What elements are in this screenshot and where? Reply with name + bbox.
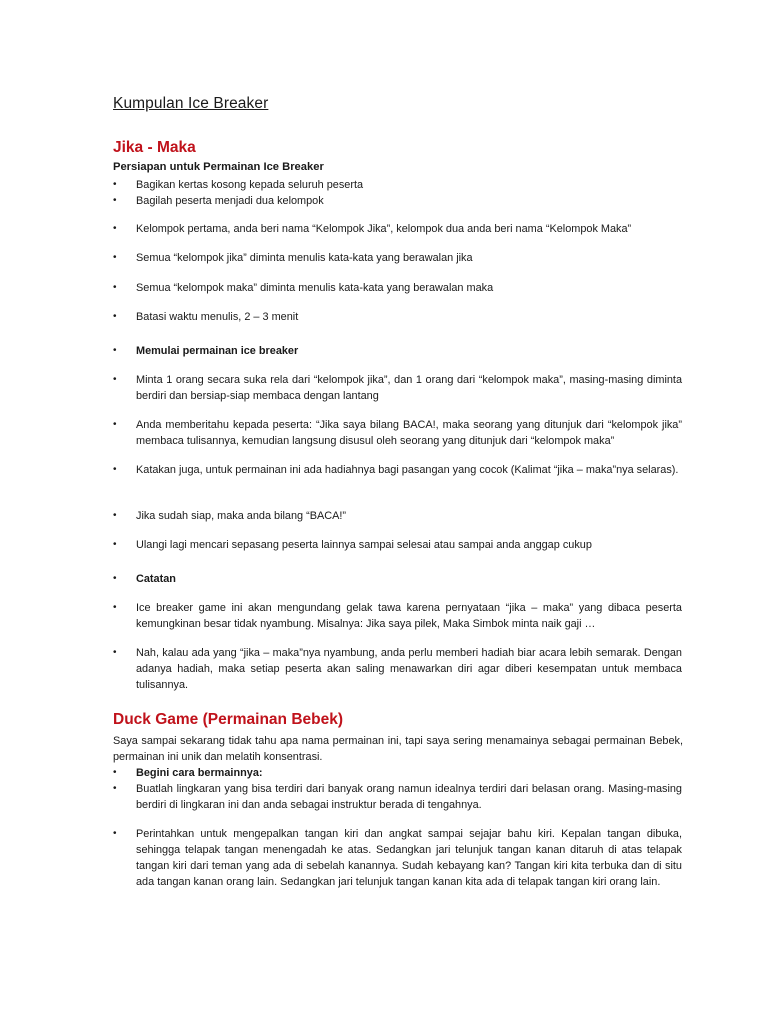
bullet-icon: • (113, 179, 117, 190)
section-heading-jika-maka: Jika - Maka (113, 139, 196, 156)
list-item-text: Ice breaker game ini akan mengundang gelak tawa karena pernyataan “jika – maka” yang dibaca peserta kemungkinan besar tidak nyambung. Misalnya: Jika saya pilek, Maka Simbok minta naik gaji … (136, 602, 682, 630)
bullet-icon: • (113, 282, 117, 293)
list-item-text: Jika sudah siap, maka anda bilang “BACA!” (136, 510, 347, 522)
list-item-text: Catatan (136, 573, 176, 585)
list-item-text: Nah, kalau ada yang “jika – maka”nya nyambung, anda perlu memberi hadiah biar acara lebih semarak. Dengan adanya hadiah, maka setiap peserta akan saling menawarkan diri agar diberi kesempatan untuk membaca tulisannya. (136, 647, 682, 691)
bullet-icon: • (113, 647, 117, 658)
section-subheading: Persiapan untuk Permainan Ice Breaker (113, 161, 324, 173)
section-intro: Saya sampai sekarang tidak tahu apa nama permainan ini, tapi saya sering menamainya sebagai permainan Bebek, permainan ini unik dan melatih konsentrasi. (113, 735, 683, 763)
bullet-icon: • (113, 464, 117, 475)
bullet-icon: • (113, 223, 117, 234)
list-item-text: Perintahkan untuk mengepalkan tangan kiri dan angkat sampai sejajar bahu kiri. Kepalan tangan dibuka, sehingga telapak tangan menengadah ke atas. Sedangkan jari telunjuk tangan kanan ditaruh di atas telapak tangan kiri dari teman yang ada di sebelah kanannya. Sudah kebayang kan? Tangan kiri kita terbuka dan di situ ada tangan kanan orang lain. Sedangkan jari telunjuk tangan kanan kita ada di telapak tangan kiri orang lain. (136, 828, 682, 888)
list-item-text: Ulangi lagi mencari sepasang peserta lainnya sampai selesai atau sampai anda anggap cukup (136, 539, 592, 551)
list-item-text: Buatlah lingkaran yang bisa terdiri dari banyak orang namun idealnya terdiri dari belasan orang. Masing-masing berdiri di lingkaran ini dan anda sebagai instruktur berada di tengahnya. (136, 783, 682, 811)
list-item-text: Katakan juga, untuk permainan ini ada hadiahnya bagi pasangan yang cocok (Kalimat “jika – maka”nya selaras). (136, 464, 679, 476)
list-item-text: Kelompok pertama, anda beri nama “Kelompok Jika”, kelompok dua anda beri nama “Kelompok Maka” (136, 223, 632, 235)
bullet-icon: • (113, 374, 117, 385)
list-item-text: Batasi waktu menulis, 2 – 3 menit (136, 311, 299, 323)
bullet-icon: • (113, 195, 117, 206)
bullet-icon: • (113, 311, 117, 322)
bullet-icon: • (113, 602, 117, 613)
bullet-icon: • (113, 345, 117, 356)
bullet-icon: • (113, 767, 117, 778)
list-item-text: Bagilah peserta menjadi dua kelompok (136, 195, 324, 207)
section-heading-duck-game: Duck Game (Permainan Bebek) (113, 711, 344, 728)
bullet-icon: • (113, 252, 117, 263)
bullet-icon: • (113, 828, 117, 839)
document-title: Kumpulan Ice Breaker (113, 95, 269, 112)
bullet-icon: • (113, 539, 117, 550)
bullet-icon: • (113, 419, 117, 430)
bullet-icon: • (113, 573, 117, 584)
list-item-text: Semua “kelompok jika” diminta menulis kata-kata yang berawalan jika (136, 252, 473, 264)
list-item-text: Anda memberitahu kepada peserta: “Jika saya bilang BACA!, maka seorang yang ditunjuk dari “kelompok jika” membaca tulisannya, kemudian langsung disusul oleh seorang yang ditunjuk dari “kelompok maka” (136, 419, 682, 447)
bullet-icon: • (113, 510, 117, 521)
list-item-text: Bagikan kertas kosong kepada seluruh peserta (136, 179, 364, 191)
bullet-icon: • (113, 783, 117, 794)
list-item-text: Begini cara bermainnya: (136, 767, 263, 779)
list-item-text: Memulai permainan ice breaker (136, 345, 299, 357)
list-item-text: Minta 1 orang secara suka rela dari “kelompok jika”, dan 1 orang dari “kelompok maka”, masing-masing diminta berdiri dan bersiap-siap membaca dengan lantang (136, 374, 682, 402)
list-item-text: Semua “kelompok maka” diminta menulis kata-kata yang berawalan maka (136, 282, 494, 294)
